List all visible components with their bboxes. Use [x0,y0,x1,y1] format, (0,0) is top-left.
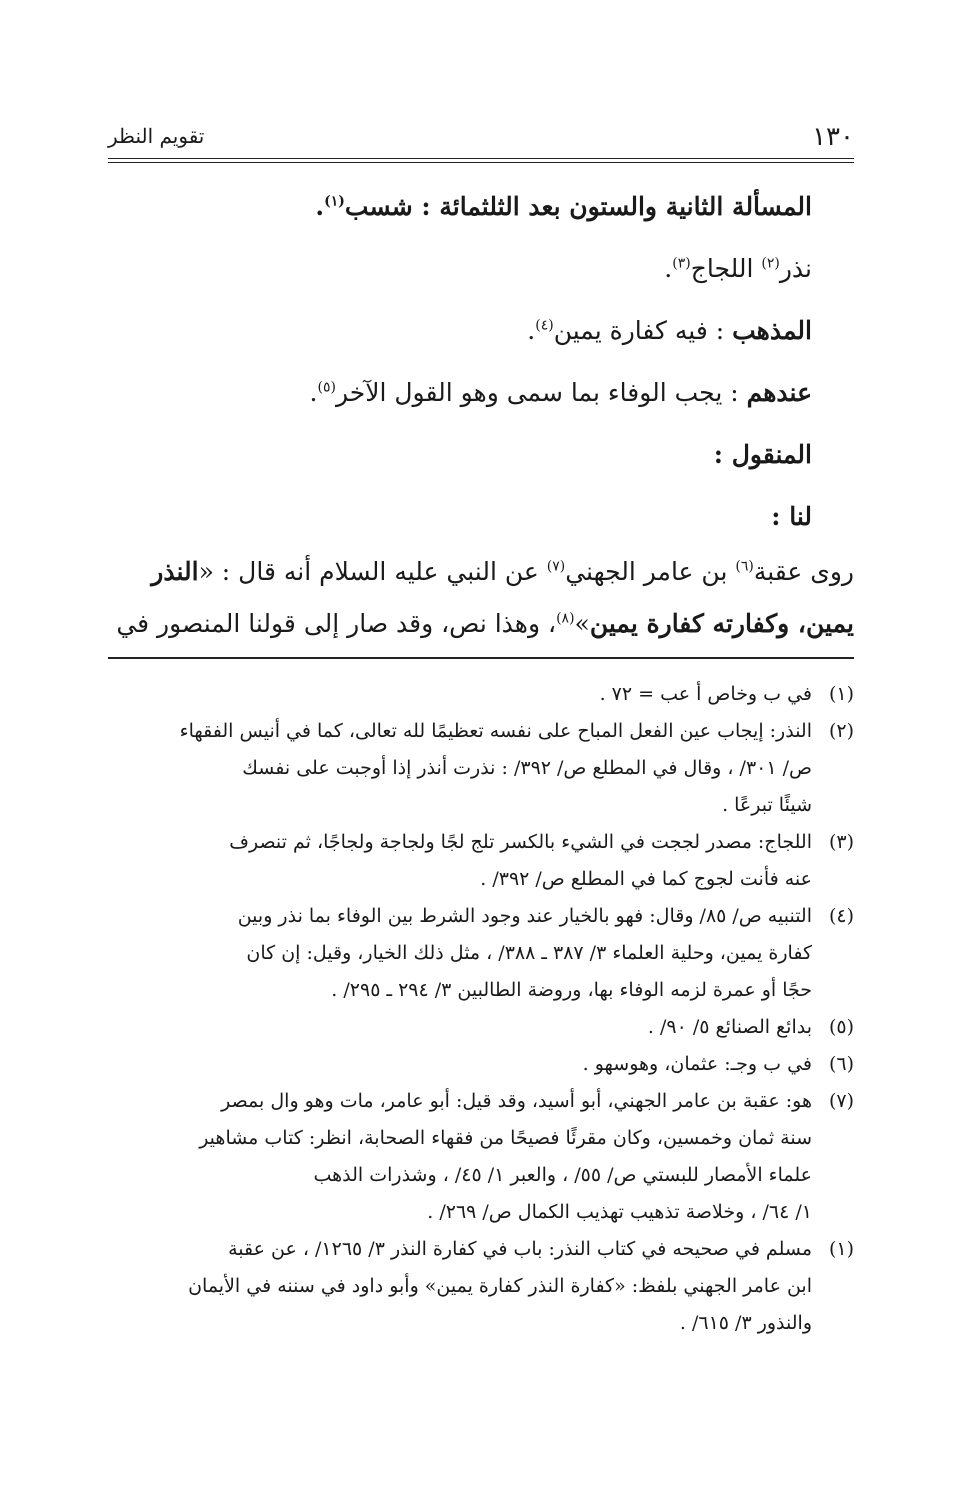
footnote-line: اللجاج: مصدر لججت في الشيء بالكسر تلج لجًا ولجاجة ولجاجًا، ثم تنصرف [229,831,812,853]
issue-heading: المسألة الثانية والستون بعد الثلثمائة : شسب$^{(١)}$. [315,192,812,221]
footnote-number: (٣) [828,831,854,853]
footnote-ref: (١) [324,193,345,210]
footnote-line: مسلم في صحيحه في كتاب النذر: باب في كفارة النذر ٣/ ١٢٦٥/ ، عن عقبة [228,1238,812,1260]
hadith-paragraph [108,546,854,650]
footnote-line: بدائع الصنائع ٥/ ٩٠/ . [647,1016,812,1038]
header-rule [108,158,854,163]
footnote-line: التنبيه ص/ ٨٥/ وقال: فهو بالخيار عند وجود الشرط بين الوفاء بما نذر وبين [237,905,812,927]
footnote-number: (٧) [828,1090,854,1112]
madhhab-line: المذهب : فيه كفارة يمين$^{(٤)}$. [527,316,812,345]
footnote [108,898,854,1009]
footnote-line: في ب وجـ: عثمان، وهوسهو . [582,1053,812,1075]
issue-topic: نذر$^{(٢)}$ اللجاج$^{(٣)}$. [664,254,812,283]
footnote-ref: (٥) [317,379,336,396]
footnote-number: (٦) [828,1053,854,1075]
footnote-line: حجًا أو عمرة لزمه الوفاء بها، وروضة الطالبين ٣/ ٢٩٤ ـ ٢٩٥/ . [331,979,812,1001]
footnote-line: كفارة يمين، وحلية العلماء ٣/ ٣٨٧ ـ ٣٨٨/ ، مثل ذلك الخيار، وقيل: إن كان [246,942,812,964]
footnote-number: (١) [828,1238,854,1260]
indahum-line: عندهم : يجب الوفاء بما سمى وهو القول الآخر$^{(٥)}$. [309,378,812,407]
footnote-line: علماء الأمصار للبستي ص/ ٥٥/ ، والعبر ١/ ٤٥/ ، وشذرات الذهب [313,1164,812,1186]
footnote-line: عنه فأنت لجوج كما في المطلع ص/ ٣٩٢/ . [480,868,812,890]
footnote-number: (١) [828,683,854,705]
footnote-number: (٤) [828,905,854,927]
footnotes [108,676,854,1342]
paragraph-line: يمين، وكفارته كفارة يمين»$^{(٨)}$، وهذا نص، وقد صار إلى قولنا المنصور في [116,609,854,638]
footnote-line: شيئًا تبرعًا . [722,794,812,816]
footnote [108,713,854,824]
main-text [108,176,812,548]
footnote-ref: (٨) [556,610,575,627]
page-header [108,118,854,158]
footnote-ref: (٤) [535,317,554,334]
indahum-label: عندهم [746,378,812,407]
madhhab-label: المذهب [732,316,812,345]
paragraph-line: روى عقبة$^{(٦)}$ بن عامر الجهني$^{(٧)}$ عن النبي عليه السلام أنه قال : «النذر [151,557,854,586]
footnote [108,1009,854,1046]
page-number: ١٣٠ [812,122,854,152]
manqul-heading: المنقول : [713,440,812,469]
footnote-ref: (٢) [761,255,780,272]
footnote-line: في ب وخاص أ عب = ٧٢ . [599,683,812,705]
running-title: تقويم النظر [108,124,205,148]
footnote-number: (٥) [828,1016,854,1038]
footnote [108,1046,854,1083]
footnote-line: النذر: إيجاب عين الفعل المباح على نفسه تعظيمًا لله تعالى، كما في أنيس الفقهاء [179,720,812,742]
footnote-separator [108,657,854,659]
footnote-number: (٢) [828,720,854,742]
footnote [108,1231,854,1342]
footnote-ref: (٦) [735,558,754,575]
lana-heading: لنا : [771,502,812,531]
footnote-ref: (٣) [672,255,691,272]
footnote-line: هو: عقبة بن عامر الجهني، أبو أسيد، وقد قيل: أبو عامر، مات وهو وال بمصر [221,1090,812,1112]
footnote-line: والنذور ٣/ ٦١٥/ . [679,1312,812,1334]
footnote-ref: (٧) [546,558,566,575]
footnote-line: ابن عامر الجهني بلفظ: «كفارة النذر كفارة يمين» وأبو داود في سننه في الأيمان [188,1275,812,1297]
footnote [108,676,854,713]
footnote [108,824,854,898]
footnote-line: ص/ ٣٠١/ ، وقال في المطلع ص/ ٣٩٢/ : نذرت أنذر إذا أوجبت على نفسك [242,757,812,779]
footnote [108,1083,854,1231]
footnote-line: سنة ثمان وخمسين، وكان مقرئًا فصيحًا من فقهاء الصحابة، انظر: كتاب مشاهير [199,1127,812,1149]
footnote-line: ١/ ٦٤/ ، وخلاصة تذهيب تهذيب الكمال ص/ ٢٦٩/ . [427,1201,812,1223]
